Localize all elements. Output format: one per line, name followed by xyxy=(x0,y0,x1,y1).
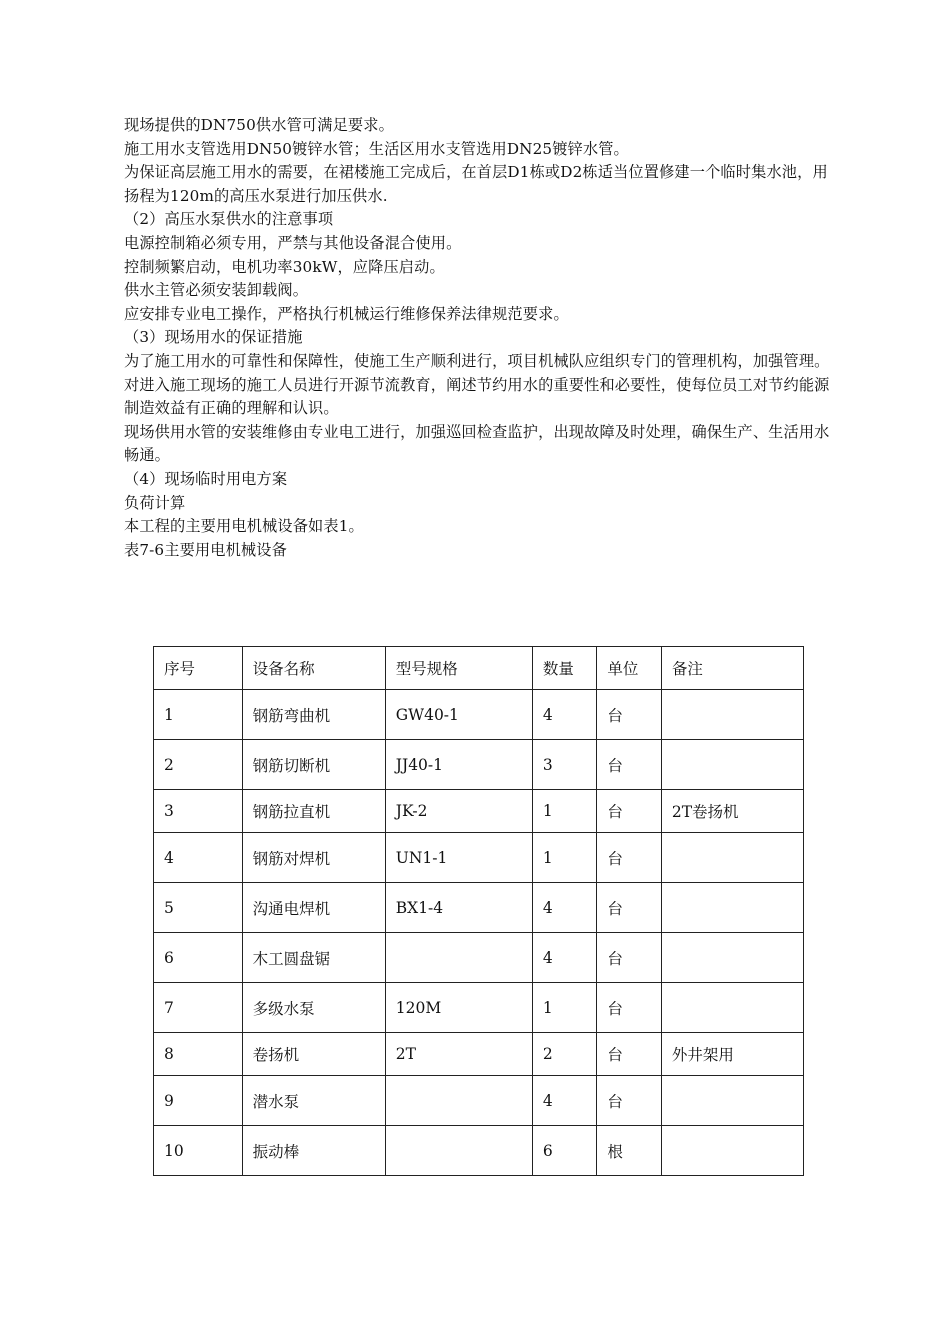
cell-model: UN1-1 xyxy=(385,833,532,883)
paragraph-motor-start: 控制频繁启动，电机功率30kW，应降压启动。 xyxy=(124,257,445,276)
cell-unit: 台 xyxy=(597,740,661,790)
cell-model: BX1-4 xyxy=(385,883,532,933)
heading-load-calc: 负荷计算 xyxy=(124,493,186,512)
cell-remark: 2T卷扬机 xyxy=(661,790,803,833)
paragraph-electrician: 应安排专业电工操作，严格执行机械运行维修保养法律规范要求。 xyxy=(124,304,569,323)
cell-index: 8 xyxy=(154,1033,243,1076)
cell-unit: 台 xyxy=(597,1076,661,1126)
cell-name: 多级水泵 xyxy=(242,983,385,1033)
cell-remark xyxy=(661,740,803,790)
cell-quantity: 4 xyxy=(532,933,596,983)
cell-quantity: 3 xyxy=(532,740,596,790)
table-caption: 表7-6主要用电机械设备 xyxy=(124,540,287,559)
cell-unit: 台 xyxy=(597,983,661,1033)
cell-index: 10 xyxy=(154,1126,243,1176)
table-row xyxy=(154,1076,804,1126)
cell-index: 4 xyxy=(154,833,243,883)
cell-quantity: 1 xyxy=(532,790,596,833)
header-cell-quantity: 数量 xyxy=(532,647,596,690)
paragraph-water-supply: 现场提供的DN750供水管可满足要求。 xyxy=(124,116,394,134)
table-row xyxy=(154,933,804,983)
cell-unit: 台 xyxy=(597,690,661,740)
cell-name: 沟通电焊机 xyxy=(242,883,385,933)
cell-remark xyxy=(661,883,803,933)
table-row xyxy=(154,883,804,933)
body-text xyxy=(124,114,840,562)
header-cell-remark: 备注 xyxy=(661,647,803,690)
cell-model: 120M xyxy=(385,983,532,1033)
header-cell-unit: 单位 xyxy=(597,647,661,690)
cell-remark xyxy=(661,933,803,983)
cell-name: 卷扬机 xyxy=(242,1033,385,1076)
table-row xyxy=(154,790,804,833)
cell-unit: 台 xyxy=(597,833,661,883)
equipment-table xyxy=(153,646,804,1176)
table-row xyxy=(154,1126,804,1176)
table-header-row xyxy=(154,647,804,690)
header-cell-index: 序号 xyxy=(154,647,243,690)
cell-index: 1 xyxy=(154,690,243,740)
cell-index: 3 xyxy=(154,790,243,833)
cell-model xyxy=(385,933,532,983)
cell-index: 6 xyxy=(154,933,243,983)
cell-model: GW40-1 xyxy=(385,690,532,740)
cell-quantity: 6 xyxy=(532,1126,596,1176)
cell-remark xyxy=(661,1126,803,1176)
heading-temp-power: （4）现场临时用电方案 xyxy=(124,469,288,488)
cell-name: 钢筋对焊机 xyxy=(242,833,385,883)
cell-name: 钢筋弯曲机 xyxy=(242,690,385,740)
cell-quantity: 4 xyxy=(532,1076,596,1126)
cell-remark xyxy=(661,1076,803,1126)
cell-name: 振动棒 xyxy=(242,1126,385,1176)
cell-model xyxy=(385,1126,532,1176)
table-row xyxy=(154,983,804,1033)
heading-pump-notes: （2）高压水泵供水的注意事项 xyxy=(124,210,334,229)
cell-name: 潜水泵 xyxy=(242,1076,385,1126)
paragraph-table-ref: 本工程的主要用电机械设备如表1。 xyxy=(124,517,364,536)
cell-model: 2T xyxy=(385,1033,532,1076)
table-row xyxy=(154,833,804,883)
cell-unit: 台 xyxy=(597,790,661,833)
cell-index: 2 xyxy=(154,740,243,790)
cell-index: 9 xyxy=(154,1076,243,1126)
table-row xyxy=(154,740,804,790)
paragraph-management: 为了施工用水的可靠性和保障性，使施工生产顺利进行，项目机械队应组织专门的管理机构，加强管理。 xyxy=(124,351,830,370)
paragraph-high-rise-water: 为保证高层施工用水的需要，在裙楼施工完成后，在首层D1栋或D2栋适当位置修建一个临时集水池，用扬程为120m的高压水泵进行加压供水. xyxy=(124,163,828,205)
cell-unit: 台 xyxy=(597,933,661,983)
cell-model xyxy=(385,1076,532,1126)
cell-quantity: 1 xyxy=(532,833,596,883)
heading-water-guarantee: （3）现场用水的保证措施 xyxy=(124,328,303,347)
cell-remark xyxy=(661,690,803,740)
cell-remark xyxy=(661,833,803,883)
cell-index: 5 xyxy=(154,883,243,933)
cell-quantity: 4 xyxy=(532,690,596,740)
cell-unit: 台 xyxy=(597,1033,661,1076)
cell-quantity: 2 xyxy=(532,1033,596,1076)
paragraph-branch-pipes: 施工用水支管选用DN50镀锌水管；生活区用水支管选用DN25镀锌水管。 xyxy=(124,139,629,158)
cell-name: 木工圆盘锯 xyxy=(242,933,385,983)
cell-quantity: 4 xyxy=(532,883,596,933)
paragraph-power-box: 电源控制箱必须专用，严禁与其他设备混合使用。 xyxy=(124,233,462,252)
paragraph-education: 对进入施工现场的施工人员进行开源节流教育，阐述节约用水的重要性和必要性，使每位员工对节约能源制造效益有正确的理解和认识。 xyxy=(124,375,830,418)
cell-remark: 外井架用 xyxy=(661,1033,803,1076)
cell-model: JK-2 xyxy=(385,790,532,833)
cell-unit: 根 xyxy=(597,1126,661,1176)
cell-name: 钢筋切断机 xyxy=(242,740,385,790)
cell-model: JJ40-1 xyxy=(385,740,532,790)
cell-index: 7 xyxy=(154,983,243,1033)
cell-quantity: 1 xyxy=(532,983,596,1033)
table-row xyxy=(154,1033,804,1076)
header-cell-model: 型号规格 xyxy=(385,647,532,690)
cell-name: 钢筋拉直机 xyxy=(242,790,385,833)
paragraph-maintenance: 现场供用水管的安装维修由专业电工进行，加强巡回检查监护，出现故障及时处理，确保生产、生活用水畅通。 xyxy=(124,422,830,465)
cell-remark xyxy=(661,983,803,1033)
cell-unit: 台 xyxy=(597,883,661,933)
table-row xyxy=(154,690,804,740)
header-cell-name: 设备名称 xyxy=(242,647,385,690)
paragraph-relief-valve: 供水主管必须安装卸载阀。 xyxy=(124,281,309,300)
